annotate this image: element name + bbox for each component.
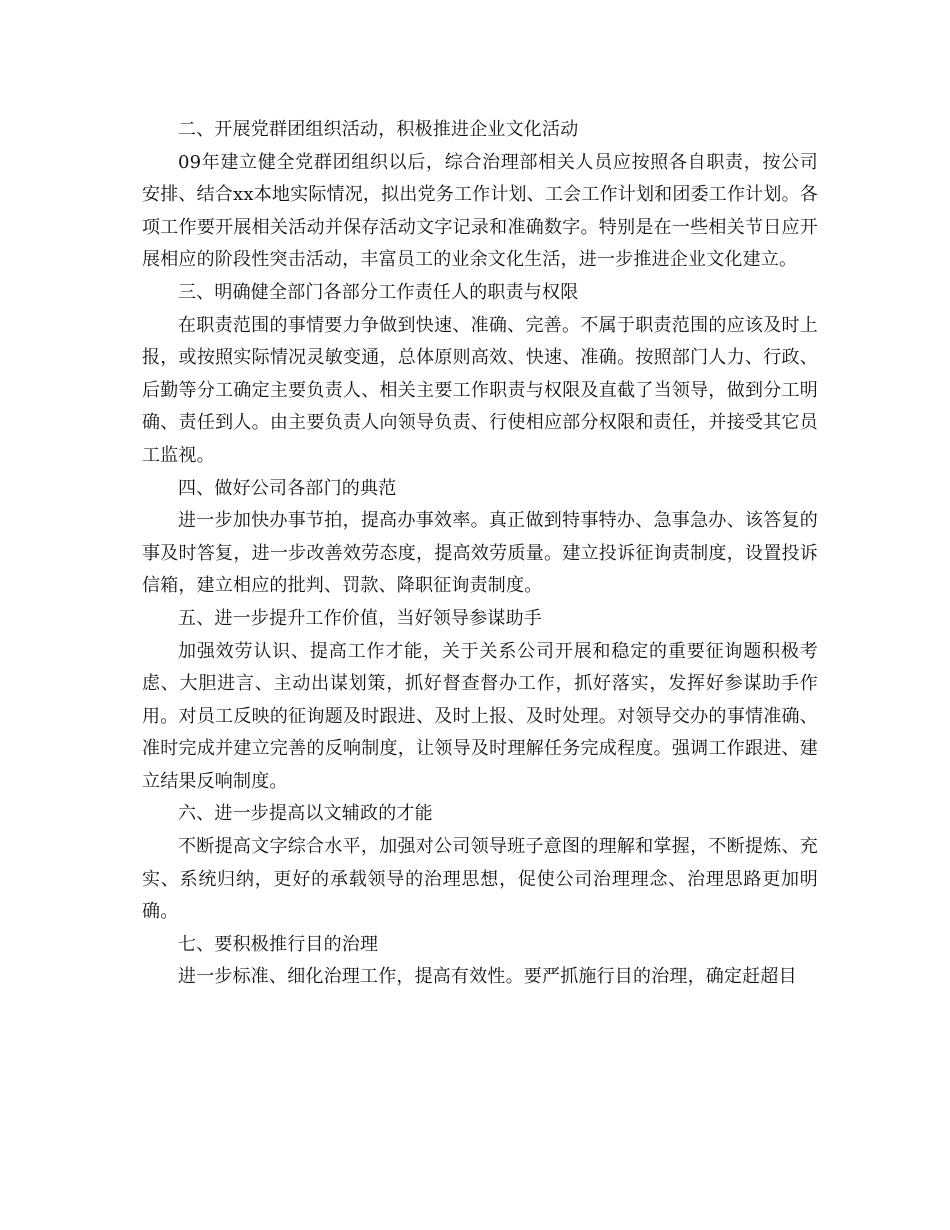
body-paragraph: 不断提高文字综合水平，加强对公司领导班子意图的理解和掌握，不断提炼、充实、系统归纳，更好的承载领导的治理思想，促使公司治理理念、治理思路更加明确。: [142, 836, 818, 923]
section-heading: 二、开展党群团组织活动，积极推进企业文化活动: [178, 119, 579, 140]
body-paragraph: 09年建立健全党群团组织以后，综合治理部相关人员应按照各自职责，按公司安排、结合xx本地实际情况，拟出党务工作计划、工会工作计划和团委工作计划。各项工作要开展相关活动并保存活动文字记录和准确数字。特别是在一些相关节日应开展相应的阶段性突击活动，丰富员工的业余文化生活，进一步推进企业文化建立。: [142, 151, 818, 271]
body-paragraph: 加强效劳认识、提高工作才能，关于关系公司开展和稳定的重要征询题积极考虑、大胆进言、主动出谋划策，抓好督查督办工作，抓好落实，发挥好参谋助手作用。对员工反映的征询题及时跟进、及时上报、及时处理。对领导交办的事情准确、准时完成并建立完善的反响制度，让领导及时理解任务完成程度。强调工作跟进、建立结果反响制度。: [142, 640, 818, 792]
section-heading: 六、进一步提高以文辅政的才能: [178, 803, 433, 825]
section-heading: 三、明确健全部门各部分工作责任人的职责与权限: [178, 281, 579, 303]
section-heading: 四、做好公司各部门的典范: [178, 477, 397, 499]
body-paragraph: 进一步标准、细化治理工作，提高有效性。要严抓施行目的治理，确定赶超目: [178, 966, 797, 988]
document-body: [142, 114, 818, 994]
body-paragraph: 在职责范围的事情要力争做到快速、准确、完善。不属于职责范围的应该及时上报，或按照实际情况灵敏变通，总体原则高效、快速、准确。按照部门人力、行政、后勤等分工确定主要负责人、相关主要工作职责与权限及直截了当领导，做到分工明确、责任到人。由主要负责人向领导负责、行使相应部分权限和责任，并接受其它员工监视。: [142, 314, 818, 466]
body-paragraph: 进一步加快办事节拍，提高办事效率。真正做到特事特办、急事急办、该答复的事及时答复，进一步改善效劳态度，提高效劳质量。建立投诉征询责制度，设置投诉信箱，建立相应的批判、罚款、降职征询责制度。: [142, 510, 818, 597]
section-heading: 五、进一步提升工作价值，当好领导参谋助手: [178, 607, 542, 629]
section-heading: 七、要积极推行目的治理: [178, 933, 379, 955]
